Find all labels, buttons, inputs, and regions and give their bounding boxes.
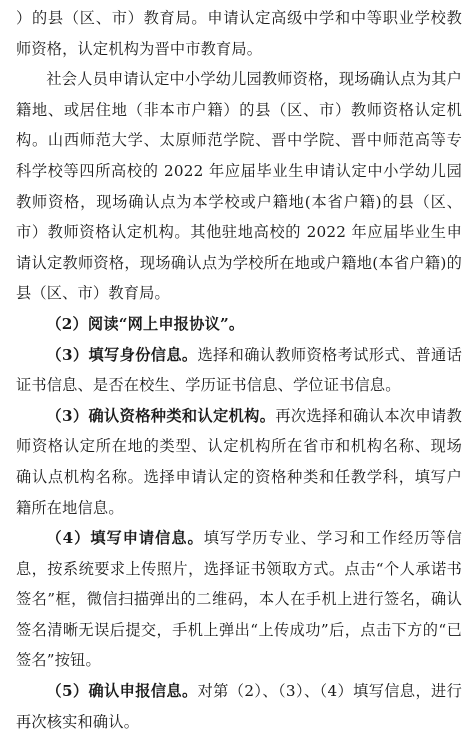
step-heading: （4）填写申请信息。 [46, 529, 204, 548]
paragraph-step-application-info [16, 523, 462, 676]
paragraph-confirmation-points [16, 64, 462, 309]
paragraph-text: ）的县（区、市）教育局。申请认定高级中学和中等职业学校教师资格，认定机构为晋中市教育局。 [16, 9, 462, 58]
step-heading: （5）确认申报信息。 [46, 682, 198, 701]
paragraph-text: 再次选择和确认本次申请教师资格认定所在地的类型、认定机构所在省市和机构名称、现场确认点机构名称。选择申请认定的资格种类和任教学科，填写户籍所在地信息。 [16, 406, 462, 517]
paragraph-text: 选择和确认教师资格考试形式、普通话证书信息、是否在校生、学历证书信息、学位证书信息。 [16, 345, 462, 395]
paragraph-text: 填写学历专业、学习和工作经历等信息，按系统要求上传照片，选择证书领取方式。点击“个人承诺书签名”框，微信扫描弹出的二维码，本人在手机上进行签名，确认签名清晰无误后提交，手机上弹出“上传成功”后，点击下方的“已签名”按钮。 [16, 529, 462, 670]
paragraph-step-confirm-type [16, 401, 462, 523]
paragraph-step-confirm-submission [16, 676, 462, 737]
paragraph-text: 社会人员申请认定中小学幼儿园教师资格，现场确认点为其户籍地、或居住地（非本市户籍）的县（区、市）教师资格认定机构。山西师范大学、太原师范学院、晋中学院、晋中师范高等专科学校等四所高校的 2022 年应届毕业生申请认定中小学幼儿园教师资格，现场确认点为本学校或户籍地(本省户籍)的县（区、市）教师资格认定机构。其他驻地高校的 2022 年应届毕业生申请认定教师资格，现场确认点为学校所在地或户籍地(本省户籍)的县（区、市）教育局。 [16, 70, 462, 303]
step-heading: （3）填写身份信息。 [46, 345, 198, 364]
step-heading: （3）确认资格种类和认定机构。 [46, 406, 276, 425]
paragraph-continuation [16, 3, 462, 64]
paragraph-step-read-agreement [16, 309, 462, 340]
step-heading: （2）阅读“网上申报协议”。 [46, 314, 245, 333]
paragraph-text: 对第（2）、（3）、（4）填写信息，进行再次核实和确认。 [16, 682, 462, 731]
paragraph-step-identity-info [16, 340, 462, 401]
